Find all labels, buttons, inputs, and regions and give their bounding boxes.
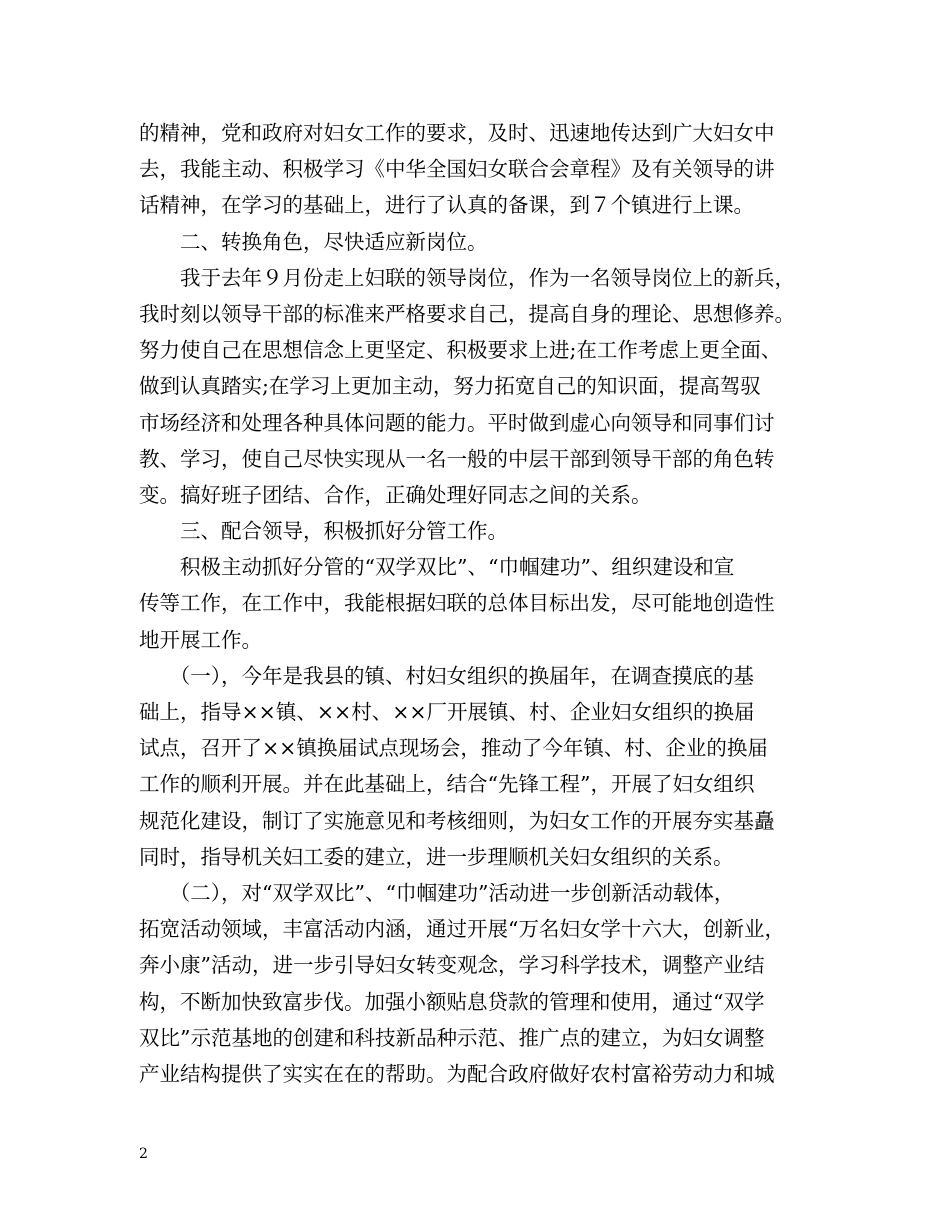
text-line: 市场经济和处理各种具体问题的能力。平时做到虚心向领导和同事们讨 bbox=[139, 410, 775, 435]
text-line: 奔小康”活动，进一步引导妇女转变观念，学习科学技术，调整产业结 bbox=[139, 953, 765, 978]
text-line: 传等工作，在工作中，我能根据妇联的总体目标出发，尽可能地创造性 bbox=[139, 591, 775, 616]
text-line: 做到认真踏实;在学习上更加主动，努力拓宽自己的知识面，提高驾驭 bbox=[139, 374, 761, 399]
text-line: 产业结构提供了实实在在的帮助。为配合政府做好农村富裕劳动力和城 bbox=[139, 1061, 775, 1086]
page-number: 2 bbox=[139, 1146, 148, 1162]
text-line: （二），对“双学双比”、“巾帼建功”活动进一步创新活动载体， bbox=[139, 880, 735, 905]
text-line: 我于去年９月份走上妇联的领导岗位，作为一名领导岗位上的新兵， bbox=[139, 265, 795, 290]
text-line: 试点，召开了××镇换届试点现场会，推动了今年镇、村、企业的换届 bbox=[139, 736, 768, 761]
text-line: 话精神，在学习的基础上，进行了认真的备课，到７个镇进行上课。 bbox=[139, 193, 754, 218]
text-line: 构，不断加快致富步伐。加强小额贴息贷款的管理和使用，通过“双学 bbox=[139, 989, 765, 1014]
text-line: 去，我能主动、积极学习《中华全国妇女联合会章程》及有关领导的讲 bbox=[139, 157, 775, 182]
text-line: 工作的顺利开展。并在此基础上，结合“先锋工程”，开展了妇女组织 bbox=[139, 772, 755, 797]
text-line: 双比”示范基地的创建和科技新品种示范、推广点的建立，为妇女调整 bbox=[139, 1025, 765, 1050]
text-line: 的精神，党和政府对妇女工作的要求，及时、迅速地传达到广大妇女中 bbox=[139, 121, 775, 145]
text-line: 教、学习，使自己尽快实现从一名一般的中层干部到领导干部的角色转 bbox=[139, 446, 775, 471]
text-line: 同时，指导机关妇工委的建立，进一步理顺机关妇女组织的关系。 bbox=[139, 844, 734, 869]
text-line: 拓宽活动领域，丰富活动内涵，通过开展“万名妇女学十六大，创新业， bbox=[139, 917, 785, 942]
text-line: 我时刻以领导干部的标准来严格要求自己，提高自身的理论、思想修养。 bbox=[139, 301, 795, 326]
text-line: （一），今年是我县的镇、村妇女组织的换届年，在调查摸底的基 bbox=[139, 663, 754, 688]
text-line: 础上，指导××镇、××村、××厂开展镇、村、企业妇女组织的换届 bbox=[139, 700, 755, 724]
text-line: 规范化建设，制订了实施意见和考核细则，为妇女工作的开展夯实基矗 bbox=[139, 808, 775, 833]
text-line: 变。搞好班子团结、合作，正确处理好同志之间的关系。 bbox=[139, 482, 652, 507]
text-line: 地开展工作。 bbox=[139, 627, 262, 652]
text-line: 努力使自己在思想信念上更坚定、积极要求上进;在工作考虑上更全面、 bbox=[139, 338, 782, 363]
body-text bbox=[139, 115, 819, 1092]
section-heading: 三、配合领导，积极抓好分管工作。 bbox=[139, 519, 508, 544]
section-heading: 二、转换角色，尽快适应新岗位。 bbox=[139, 229, 488, 254]
text-line: 积极主动抓好分管的“双学双比”、“巾帼建功”、组织建设和宣 bbox=[139, 555, 735, 580]
